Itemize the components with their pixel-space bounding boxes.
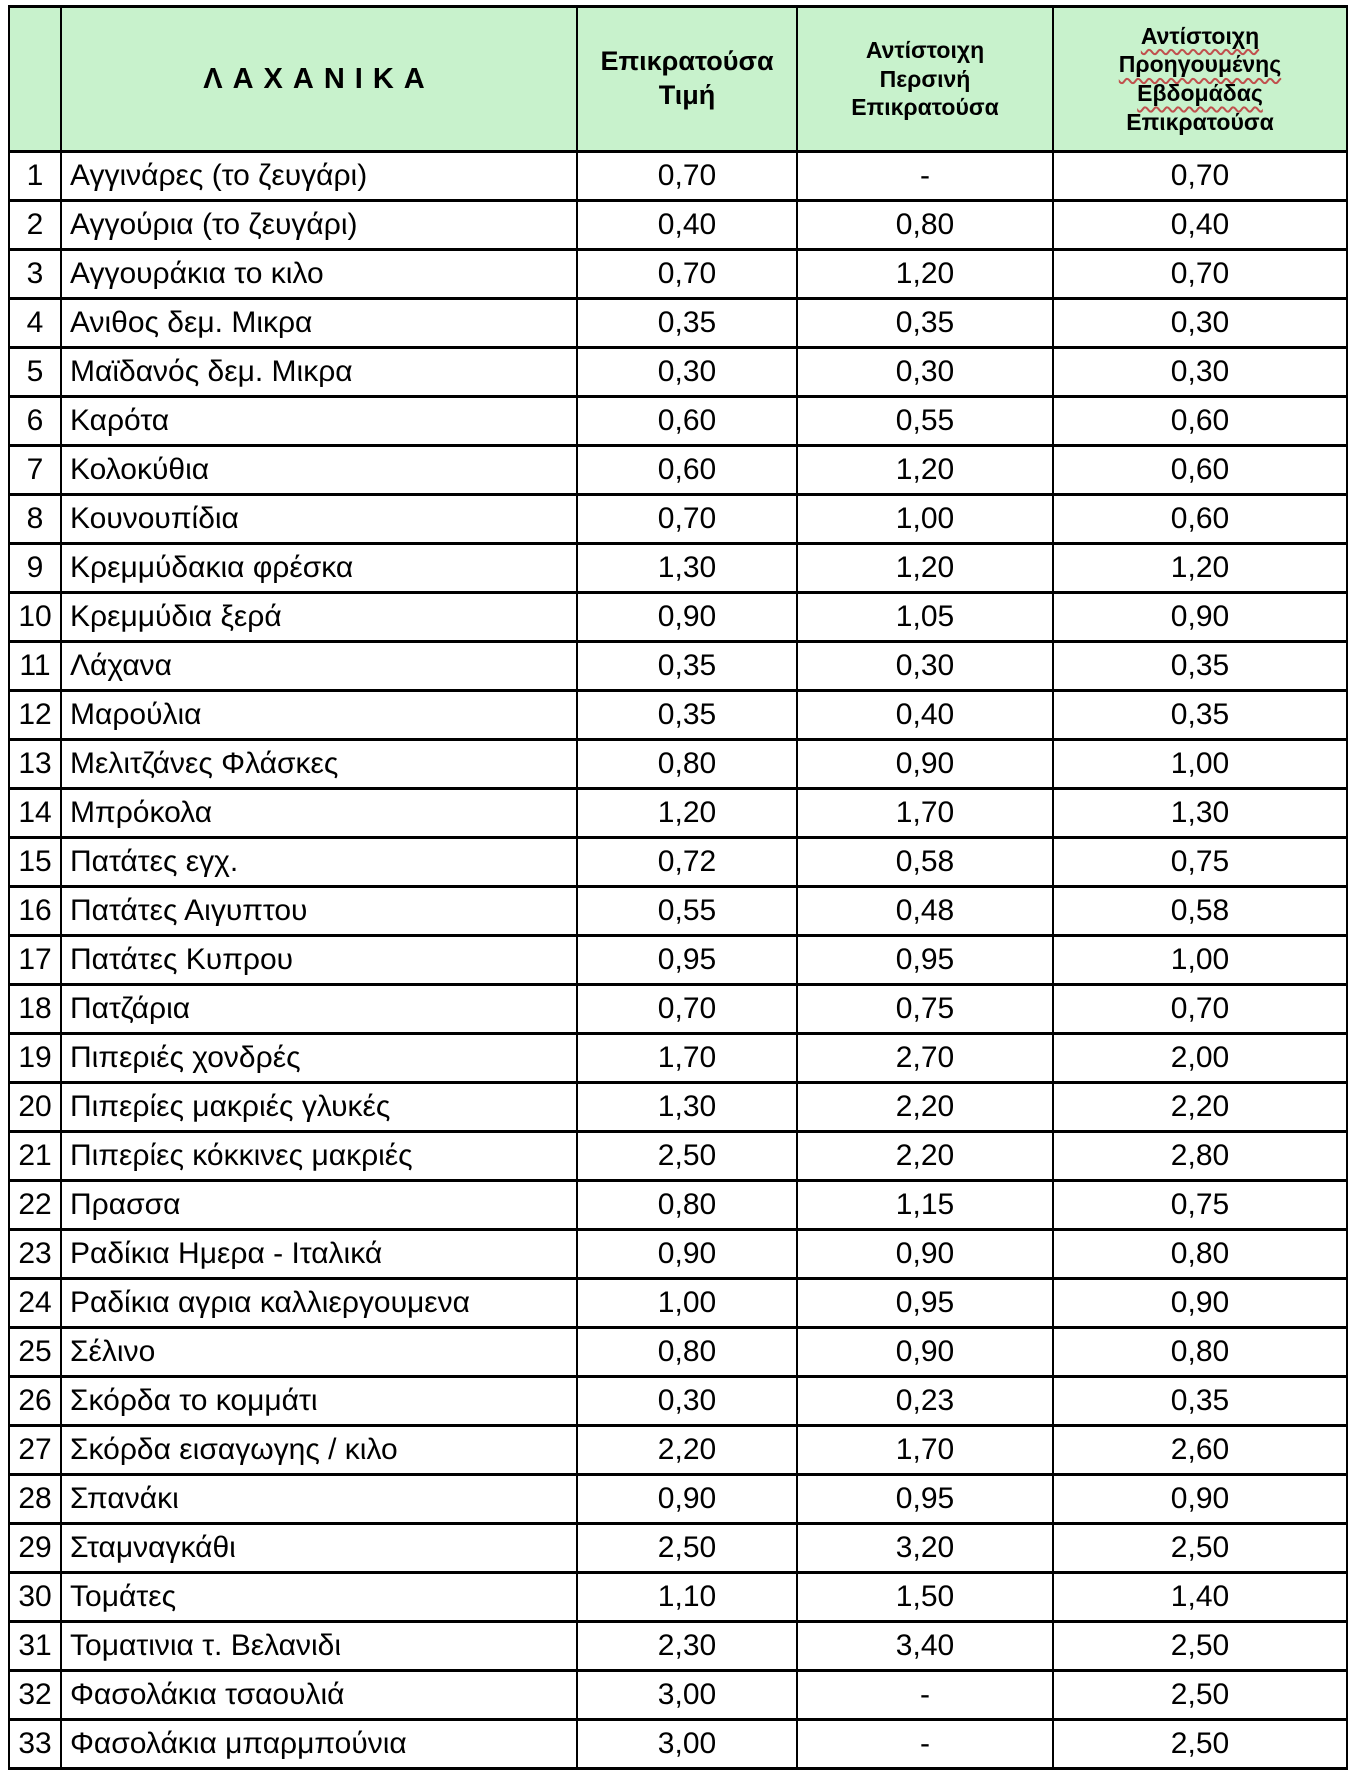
table-row — [9, 985, 1347, 1034]
previous-week-price-cell: 0,40 — [1053, 201, 1347, 250]
last-year-price-cell: 0,30 — [797, 348, 1053, 397]
row-number-cell: 14 — [9, 789, 61, 838]
prevailing-price-cell: 3,00 — [577, 1671, 797, 1720]
previous-week-price-cell: 1,00 — [1053, 936, 1347, 985]
last-year-price-cell: 0,95 — [797, 936, 1053, 985]
table-row — [9, 887, 1347, 936]
prevailing-price-cell: 1,10 — [577, 1573, 797, 1622]
table-row — [9, 446, 1347, 495]
prevailing-price-cell: 0,90 — [577, 1475, 797, 1524]
vegetable-name-cell: Αγγινάρες (το ζευγάρι) — [61, 152, 577, 201]
vegetable-name-cell: Φασολάκια τσαουλιά — [61, 1671, 577, 1720]
last-year-price-cell: 3,20 — [797, 1524, 1053, 1573]
prevailing-price-cell: 0,72 — [577, 838, 797, 887]
vegetable-name-cell: Φασολάκια μπαρμπούνια — [61, 1720, 577, 1769]
previous-week-price-cell: 2,50 — [1053, 1720, 1347, 1769]
row-number-cell: 33 — [9, 1720, 61, 1769]
last-year-price-cell: 0,75 — [797, 985, 1053, 1034]
row-number-cell: 19 — [9, 1034, 61, 1083]
previous-week-price-cell: 0,60 — [1053, 495, 1347, 544]
last-year-price-cell: - — [797, 1720, 1053, 1769]
last-year-price-cell: 1,20 — [797, 544, 1053, 593]
vegetable-name-cell: Κολοκύθια — [61, 446, 577, 495]
vegetable-name-cell: Πατάτες εγχ. — [61, 838, 577, 887]
previous-week-price-cell: 0,90 — [1053, 1279, 1347, 1328]
table-row — [9, 642, 1347, 691]
last-year-price-cell: 0,90 — [797, 1230, 1053, 1279]
prevailing-price-cell: 2,50 — [577, 1132, 797, 1181]
last-year-price-cell: 0,30 — [797, 642, 1053, 691]
table-row — [9, 1720, 1347, 1769]
previous-week-price-cell: 0,35 — [1053, 642, 1347, 691]
previous-week-price-cell: 1,00 — [1053, 740, 1347, 789]
vegetable-name-cell: Μελιτζάνες Φλάσκες — [61, 740, 577, 789]
last-year-price-cell: 1,00 — [797, 495, 1053, 544]
last-year-price-cell: 0,95 — [797, 1279, 1053, 1328]
table-row — [9, 740, 1347, 789]
header-prevailing-price — [577, 7, 797, 152]
header-prevailing-price-line1: Επικρατούσα — [600, 46, 774, 77]
prevailing-price-cell: 0,40 — [577, 201, 797, 250]
header-prev-week-line1: Αντίστοιχη — [1140, 22, 1260, 49]
previous-week-price-cell: 0,58 — [1053, 887, 1347, 936]
vegetable-name-cell: Ανιθος δεμ. Μικρα — [61, 299, 577, 348]
previous-week-price-cell: 1,20 — [1053, 544, 1347, 593]
prevailing-price-cell: 1,30 — [577, 544, 797, 593]
vegetable-name-cell: Πιπερίες κόκκινες μακριές — [61, 1132, 577, 1181]
table-row — [9, 1328, 1347, 1377]
header-prev-week-line3: Εβδομάδας — [1137, 80, 1263, 106]
row-number-cell: 1 — [9, 152, 61, 201]
previous-week-price-cell: 0,90 — [1053, 593, 1347, 642]
table-row — [9, 593, 1347, 642]
vegetable-name-cell: Μαϊδανός δεμ. Μικρα — [61, 348, 577, 397]
previous-week-price-cell: 0,75 — [1053, 1181, 1347, 1230]
last-year-price-cell: 2,20 — [797, 1083, 1053, 1132]
table-header — [9, 7, 1347, 152]
prevailing-price-cell: 0,35 — [577, 691, 797, 740]
vegetable-name-cell: Τομάτες — [61, 1573, 577, 1622]
row-number-cell: 21 — [9, 1132, 61, 1181]
vegetable-name-cell: Σπανάκι — [61, 1475, 577, 1524]
table-row — [9, 1426, 1347, 1475]
vegetable-name-cell: Μπρόκολα — [61, 789, 577, 838]
previous-week-price-cell: 0,75 — [1053, 838, 1347, 887]
table-row — [9, 1083, 1347, 1132]
vegetable-name-cell: Σταμναγκάθι — [61, 1524, 577, 1573]
last-year-price-cell: 1,50 — [797, 1573, 1053, 1622]
vegetable-name-cell: Πατάτες Αιγυπτου — [61, 887, 577, 936]
table-row — [9, 1524, 1347, 1573]
header-row — [9, 7, 1347, 152]
previous-week-price-cell: 0,70 — [1053, 250, 1347, 299]
prevailing-price-cell: 0,30 — [577, 1377, 797, 1426]
last-year-price-cell: 1,05 — [797, 593, 1053, 642]
row-number-cell: 7 — [9, 446, 61, 495]
row-number-cell: 23 — [9, 1230, 61, 1279]
prevailing-price-cell: 0,80 — [577, 1181, 797, 1230]
prevailing-price-cell: 0,60 — [577, 397, 797, 446]
row-number-cell: 25 — [9, 1328, 61, 1377]
vegetable-name-cell: Πιπερίες μακριές γλυκές — [61, 1083, 577, 1132]
last-year-price-cell: 0,80 — [797, 201, 1053, 250]
row-number-cell: 16 — [9, 887, 61, 936]
previous-week-price-cell: 0,35 — [1053, 1377, 1347, 1426]
last-year-price-cell: 0,40 — [797, 691, 1053, 740]
table-row — [9, 495, 1347, 544]
vegetable-name-cell: Σέλινο — [61, 1328, 577, 1377]
row-number-cell: 13 — [9, 740, 61, 789]
table-row — [9, 152, 1347, 201]
prevailing-price-cell: 0,30 — [577, 348, 797, 397]
table-row — [9, 299, 1347, 348]
row-number-cell: 9 — [9, 544, 61, 593]
table-row — [9, 691, 1347, 740]
last-year-price-cell: 1,20 — [797, 446, 1053, 495]
vegetable-name-cell: Ραδίκια Ημερα - Ιταλικά — [61, 1230, 577, 1279]
row-number-cell: 29 — [9, 1524, 61, 1573]
table-row — [9, 397, 1347, 446]
previous-week-price-cell: 2,80 — [1053, 1132, 1347, 1181]
row-number-cell: 15 — [9, 838, 61, 887]
row-number-cell: 20 — [9, 1083, 61, 1132]
last-year-price-cell: - — [797, 1671, 1053, 1720]
last-year-price-cell: - — [797, 152, 1053, 201]
header-prev-week-line4: Επικρατούσα — [1126, 108, 1274, 135]
previous-week-price-cell: 0,70 — [1053, 985, 1347, 1034]
row-number-cell: 2 — [9, 201, 61, 250]
prevailing-price-cell: 1,20 — [577, 789, 797, 838]
previous-week-price-cell: 0,80 — [1053, 1328, 1347, 1377]
prevailing-price-cell: 1,30 — [577, 1083, 797, 1132]
table-row — [9, 250, 1347, 299]
last-year-price-cell: 0,35 — [797, 299, 1053, 348]
row-number-cell: 17 — [9, 936, 61, 985]
header-previous-week-prevailing — [1053, 7, 1347, 152]
row-number-cell: 11 — [9, 642, 61, 691]
last-year-price-cell: 0,90 — [797, 740, 1053, 789]
last-year-price-cell: 0,48 — [797, 887, 1053, 936]
previous-week-price-cell: 1,40 — [1053, 1573, 1347, 1622]
previous-week-price-cell: 0,70 — [1053, 152, 1347, 201]
previous-week-price-cell: 0,30 — [1053, 299, 1347, 348]
last-year-price-cell: 1,15 — [797, 1181, 1053, 1230]
last-year-price-cell: 0,90 — [797, 1328, 1053, 1377]
vegetable-name-cell: Ραδίκια αγρια καλλιεργουμενα — [61, 1279, 577, 1328]
prevailing-price-cell: 3,00 — [577, 1720, 797, 1769]
prevailing-price-cell: 0,35 — [577, 299, 797, 348]
table-row — [9, 1279, 1347, 1328]
table-row — [9, 1573, 1347, 1622]
table-row — [9, 348, 1347, 397]
prevailing-price-cell: 0,80 — [577, 1328, 797, 1377]
row-number-cell: 22 — [9, 1181, 61, 1230]
row-number-cell: 18 — [9, 985, 61, 1034]
previous-week-price-cell: 2,20 — [1053, 1083, 1347, 1132]
previous-week-price-cell: 0,60 — [1053, 446, 1347, 495]
prevailing-price-cell: 0,80 — [577, 740, 797, 789]
prevailing-price-cell: 0,90 — [577, 1230, 797, 1279]
table-row — [9, 789, 1347, 838]
row-number-cell: 31 — [9, 1622, 61, 1671]
last-year-price-cell: 1,70 — [797, 1426, 1053, 1475]
last-year-price-cell: 0,55 — [797, 397, 1053, 446]
prevailing-price-cell: 2,50 — [577, 1524, 797, 1573]
header-prevailing-price-line2: Τιμή — [658, 80, 716, 110]
prevailing-price-cell: 2,20 — [577, 1426, 797, 1475]
previous-week-price-cell: 2,50 — [1053, 1622, 1347, 1671]
header-last-year-line1: Αντίστοιχη — [865, 36, 985, 63]
table-body — [9, 152, 1347, 1769]
prevailing-price-cell: 0,70 — [577, 250, 797, 299]
header-row-number — [9, 7, 61, 152]
row-number-cell: 12 — [9, 691, 61, 740]
vegetable-name-cell: Κρεμμύδια ξερά — [61, 593, 577, 642]
vegetable-name-cell: Σκόρδα εισαγωγης / κιλο — [61, 1426, 577, 1475]
previous-week-price-cell: 2,60 — [1053, 1426, 1347, 1475]
prevailing-price-cell: 0,70 — [577, 495, 797, 544]
vegetable-name-cell: Πιπεριές χονδρές — [61, 1034, 577, 1083]
prevailing-price-cell: 0,35 — [577, 642, 797, 691]
header-prev-week-line2: Προηγουμένης — [1118, 51, 1282, 78]
table-row — [9, 1377, 1347, 1426]
row-number-cell: 6 — [9, 397, 61, 446]
row-number-cell: 27 — [9, 1426, 61, 1475]
table-row — [9, 201, 1347, 250]
last-year-price-cell: 2,20 — [797, 1132, 1053, 1181]
vegetable-name-cell: Πρασσα — [61, 1181, 577, 1230]
table-row — [9, 1230, 1347, 1279]
header-last-year-line2: Περσινή — [879, 65, 971, 92]
vegetable-name-cell: Πατζάρια — [61, 985, 577, 1034]
last-year-price-cell: 3,40 — [797, 1622, 1053, 1671]
prevailing-price-cell: 1,70 — [577, 1034, 797, 1083]
prevailing-price-cell: 0,60 — [577, 446, 797, 495]
vegetable-name-cell: Τοματινια τ. Βελανιδι — [61, 1622, 577, 1671]
table-row — [9, 544, 1347, 593]
prevailing-price-cell: 0,70 — [577, 985, 797, 1034]
row-number-cell: 24 — [9, 1279, 61, 1328]
last-year-price-cell: 0,95 — [797, 1475, 1053, 1524]
previous-week-price-cell: 2,50 — [1053, 1671, 1347, 1720]
vegetable-name-cell: Μαρούλια — [61, 691, 577, 740]
last-year-price-cell: 1,20 — [797, 250, 1053, 299]
row-number-cell: 8 — [9, 495, 61, 544]
prevailing-price-cell: 0,90 — [577, 593, 797, 642]
table-row — [9, 1622, 1347, 1671]
previous-week-price-cell: 2,00 — [1053, 1034, 1347, 1083]
vegetable-name-cell: Αγγούρια (το ζευγάρι) — [61, 201, 577, 250]
row-number-cell: 4 — [9, 299, 61, 348]
row-number-cell: 3 — [9, 250, 61, 299]
previous-week-price-cell: 0,60 — [1053, 397, 1347, 446]
vegetable-name-cell: Κουνουπίδια — [61, 495, 577, 544]
vegetable-name-cell: Καρότα — [61, 397, 577, 446]
vegetable-name-cell: Πατάτες Κυπρου — [61, 936, 577, 985]
prevailing-price-cell: 2,30 — [577, 1622, 797, 1671]
last-year-price-cell: 0,23 — [797, 1377, 1053, 1426]
table-row — [9, 1475, 1347, 1524]
table-row — [9, 838, 1347, 887]
table-row — [9, 1671, 1347, 1720]
vegetable-name-cell: Σκόρδα το κομμάτι — [61, 1377, 577, 1426]
row-number-cell: 30 — [9, 1573, 61, 1622]
vegetable-price-table — [8, 5, 1348, 1770]
prevailing-price-cell: 0,70 — [577, 152, 797, 201]
table-row — [9, 1034, 1347, 1083]
previous-week-price-cell: 0,80 — [1053, 1230, 1347, 1279]
row-number-cell: 10 — [9, 593, 61, 642]
previous-week-price-cell: 0,90 — [1053, 1475, 1347, 1524]
previous-week-price-cell: 0,35 — [1053, 691, 1347, 740]
last-year-price-cell: 0,58 — [797, 838, 1053, 887]
row-number-cell: 32 — [9, 1671, 61, 1720]
header-last-year-line3: Επικρατούσα — [851, 94, 999, 121]
table-row — [9, 1181, 1347, 1230]
last-year-price-cell: 1,70 — [797, 789, 1053, 838]
row-number-cell: 5 — [9, 348, 61, 397]
table-row — [9, 1132, 1347, 1181]
vegetable-name-cell: Αγγουράκια το κιλο — [61, 250, 577, 299]
row-number-cell: 26 — [9, 1377, 61, 1426]
previous-week-price-cell: 0,30 — [1053, 348, 1347, 397]
header-last-year-prevailing — [797, 7, 1053, 152]
previous-week-price-cell: 2,50 — [1053, 1524, 1347, 1573]
vegetable-name-cell: Λάχανα — [61, 642, 577, 691]
previous-week-price-cell: 1,30 — [1053, 789, 1347, 838]
prevailing-price-cell: 1,00 — [577, 1279, 797, 1328]
table-row — [9, 936, 1347, 985]
last-year-price-cell: 2,70 — [797, 1034, 1053, 1083]
header-vegetables: ΛΑΧΑΝΙΚΑ — [61, 7, 577, 152]
prevailing-price-cell: 0,55 — [577, 887, 797, 936]
row-number-cell: 28 — [9, 1475, 61, 1524]
prevailing-price-cell: 0,95 — [577, 936, 797, 985]
vegetable-name-cell: Κρεμμύδακια φρέσκα — [61, 544, 577, 593]
